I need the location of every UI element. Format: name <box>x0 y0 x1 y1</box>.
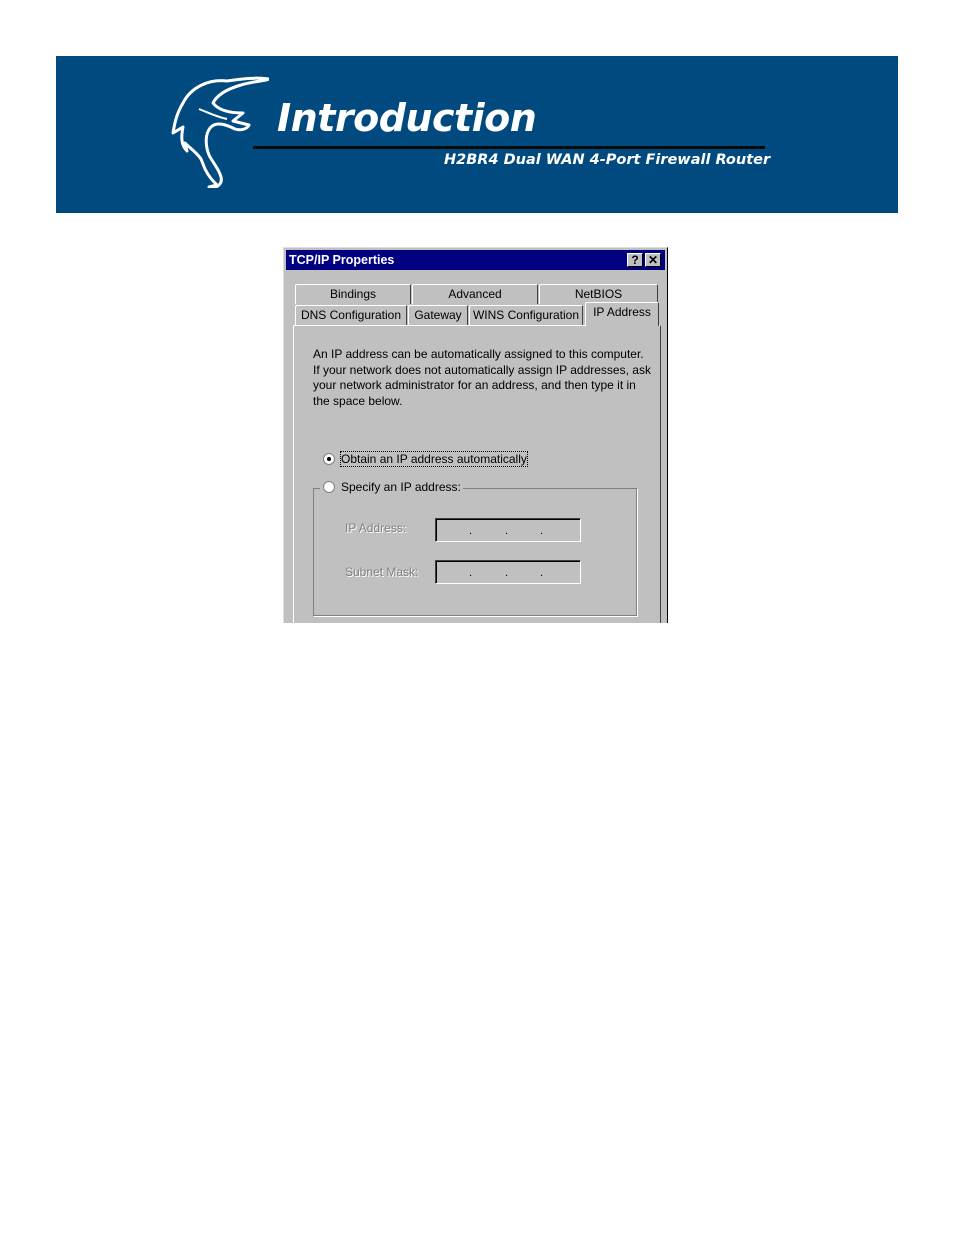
ip-octet-3[interactable] <box>510 522 540 538</box>
mask-octet-4[interactable] <box>546 564 576 580</box>
octet-separator: . <box>540 567 544 579</box>
mask-octet-1[interactable] <box>439 564 469 580</box>
description-line: If your network does not automatically assign IP addresses, ask <box>313 362 651 377</box>
subnet-mask-field[interactable] <box>435 560 581 584</box>
octet-separator: . <box>469 525 473 537</box>
dialog-title: TCP/IP Properties <box>289 253 395 267</box>
specify-ip-label[interactable]: Specify an IP address: <box>320 480 463 494</box>
tab-bindings[interactable]: Bindings <box>295 284 411 304</box>
ip-octet-2[interactable] <box>474 522 504 538</box>
tab-gateway[interactable]: Gateway <box>408 305 468 325</box>
description-line: your network administrator for an address, and then type it in <box>313 378 636 392</box>
ip-address-field[interactable] <box>435 518 581 542</box>
ip-octet-4[interactable] <box>546 522 576 538</box>
mask-octet-2[interactable] <box>474 564 504 580</box>
tab-wins-configuration[interactable]: WINS Configuration <box>469 305 583 325</box>
obtain-auto-radio[interactable] <box>323 453 335 465</box>
octet-separator: . <box>505 567 509 579</box>
octet-separator: . <box>505 525 509 537</box>
specify-ip-groupbox <box>313 488 637 616</box>
banner-subtitle: H2BR4 Dual WAN 4-Port Firewall Router <box>444 152 771 168</box>
mask-octet-3[interactable] <box>510 564 540 580</box>
tcpip-properties-dialog <box>283 247 668 623</box>
ip-address-label: IP Address: <box>345 521 407 535</box>
dialog-titlebar[interactable] <box>286 250 665 270</box>
radio-selected-dot <box>327 457 331 461</box>
obtain-auto-label[interactable]: Obtain an IP address automatically <box>341 452 527 466</box>
eagle-head-icon <box>169 73 269 188</box>
tab-ip-address[interactable]: IP Address <box>585 302 659 326</box>
ip-octet-1[interactable] <box>439 522 469 538</box>
panel-description <box>313 347 653 409</box>
help-button[interactable]: ? <box>627 253 643 267</box>
header-banner <box>56 56 898 213</box>
specify-ip-radio[interactable] <box>323 481 335 493</box>
banner-title: Introduction <box>277 96 537 140</box>
tab-dns-configuration[interactable]: DNS Configuration <box>295 305 407 325</box>
description-line: the space below. <box>313 393 403 408</box>
banner-divider <box>253 146 765 149</box>
subnet-mask-label: Subnet Mask: <box>345 565 419 579</box>
octet-separator: . <box>469 567 473 579</box>
octet-separator: . <box>540 525 544 537</box>
close-button[interactable]: ✕ <box>645 253 661 267</box>
description-line: An IP address can be automatically assigned to this computer. <box>313 347 644 361</box>
tab-netbios[interactable]: NetBIOS <box>539 284 658 304</box>
tab-advanced[interactable]: Advanced <box>412 284 538 304</box>
